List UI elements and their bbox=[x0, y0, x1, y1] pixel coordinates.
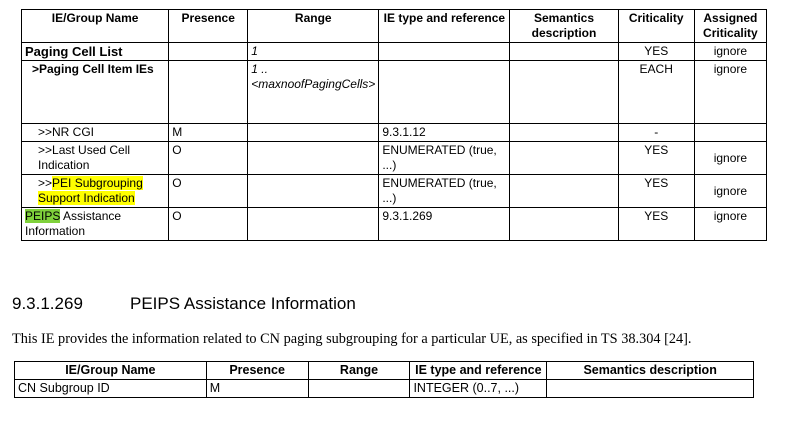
cell-ietype: 9.3.1.269 bbox=[379, 208, 510, 241]
cell-range: 1 bbox=[248, 43, 379, 61]
cell-semantics bbox=[510, 142, 618, 175]
cell-assigned: ignore bbox=[694, 208, 766, 241]
cell-range bbox=[248, 208, 379, 241]
cell-name bbox=[22, 208, 169, 241]
header-semantics: Semantics description bbox=[510, 10, 618, 43]
cell-criticality: YES bbox=[618, 142, 694, 175]
cell-range bbox=[308, 380, 410, 398]
header-assigned-criticality: Assigned Criticality bbox=[694, 10, 766, 43]
cell-assigned bbox=[694, 124, 766, 142]
cell-presence: O bbox=[169, 208, 248, 241]
cell-ietype bbox=[379, 61, 510, 124]
cell-name: >>Last Used Cell Indication bbox=[22, 142, 169, 175]
cell-name bbox=[22, 175, 169, 208]
cell-range: 1 .. <maxnoofPagingCells> bbox=[248, 61, 379, 124]
section-title: PEIPS Assistance Information bbox=[130, 294, 356, 313]
table-header-row bbox=[22, 10, 767, 43]
section-heading bbox=[12, 294, 356, 314]
table-row bbox=[22, 208, 767, 241]
header-ie-group-name: IE/Group Name bbox=[22, 10, 169, 43]
cell-assigned: ignore bbox=[694, 43, 766, 61]
cell-criticality: EACH bbox=[618, 61, 694, 124]
header-ie-group-name: IE/Group Name bbox=[15, 362, 207, 380]
highlighted-name: PEIPS bbox=[25, 209, 61, 223]
cell-ietype: INTEGER (0..7, ...) bbox=[410, 380, 547, 398]
cell-ietype: ENUMERATED (true, ...) bbox=[379, 175, 510, 208]
cell-semantics bbox=[547, 380, 754, 398]
cell-criticality: - bbox=[618, 124, 694, 142]
header-semantics: Semantics description bbox=[547, 362, 754, 380]
section-number: 9.3.1.269 bbox=[12, 294, 83, 313]
name-prefix: >> bbox=[38, 176, 53, 190]
cell-ietype bbox=[379, 43, 510, 61]
table-row bbox=[15, 380, 754, 398]
table-row bbox=[22, 175, 767, 208]
table-row bbox=[22, 142, 767, 175]
cell-semantics bbox=[510, 61, 618, 124]
cell-name: CN Subgroup ID bbox=[15, 380, 207, 398]
cell-range bbox=[248, 124, 379, 142]
cell-assigned: ignore bbox=[694, 61, 766, 124]
cell-semantics bbox=[510, 43, 618, 61]
cell-name: >>NR CGI bbox=[22, 124, 169, 142]
table-header-row bbox=[15, 362, 754, 380]
cell-presence: M bbox=[169, 124, 248, 142]
cell-semantics bbox=[510, 124, 618, 142]
header-presence: Presence bbox=[169, 10, 248, 43]
table-row bbox=[22, 43, 767, 61]
table-row bbox=[22, 124, 767, 142]
cell-semantics bbox=[510, 175, 618, 208]
cell-assigned: ignore bbox=[694, 142, 766, 175]
header-range: Range bbox=[248, 10, 379, 43]
cell-name: >Paging Cell Item IEs bbox=[22, 61, 169, 124]
header-ie-type: IE type and reference bbox=[410, 362, 547, 380]
ie-table-peips-assistance bbox=[14, 361, 754, 398]
table-row bbox=[22, 61, 767, 124]
cell-ietype: ENUMERATED (true, ...) bbox=[379, 142, 510, 175]
cell-presence: M bbox=[206, 380, 308, 398]
cell-name: Paging Cell List bbox=[22, 43, 169, 61]
cell-presence bbox=[169, 61, 248, 124]
highlighted-name: PEI Subgrouping Support Indication bbox=[38, 176, 143, 205]
cell-presence bbox=[169, 43, 248, 61]
header-presence: Presence bbox=[206, 362, 308, 380]
header-range: Range bbox=[308, 362, 410, 380]
ie-table-paging-cell-list bbox=[21, 9, 767, 241]
cell-presence: O bbox=[169, 142, 248, 175]
header-criticality: Criticality bbox=[618, 10, 694, 43]
cell-criticality: YES bbox=[618, 208, 694, 241]
cell-ietype: 9.3.1.12 bbox=[379, 124, 510, 142]
cell-range bbox=[248, 142, 379, 175]
cell-criticality: YES bbox=[618, 43, 694, 61]
name-suffix: Assistance Information bbox=[25, 209, 122, 238]
cell-presence: O bbox=[169, 175, 248, 208]
cell-range bbox=[248, 175, 379, 208]
cell-semantics bbox=[510, 208, 618, 241]
cell-assigned: ignore bbox=[694, 175, 766, 208]
header-ie-type: IE type and reference bbox=[379, 10, 510, 43]
cell-criticality: YES bbox=[618, 175, 694, 208]
section-description: This IE provides the information related to CN paging subgrouping for a particular UE, as specified in TS 38.304 [24]. bbox=[12, 331, 692, 347]
